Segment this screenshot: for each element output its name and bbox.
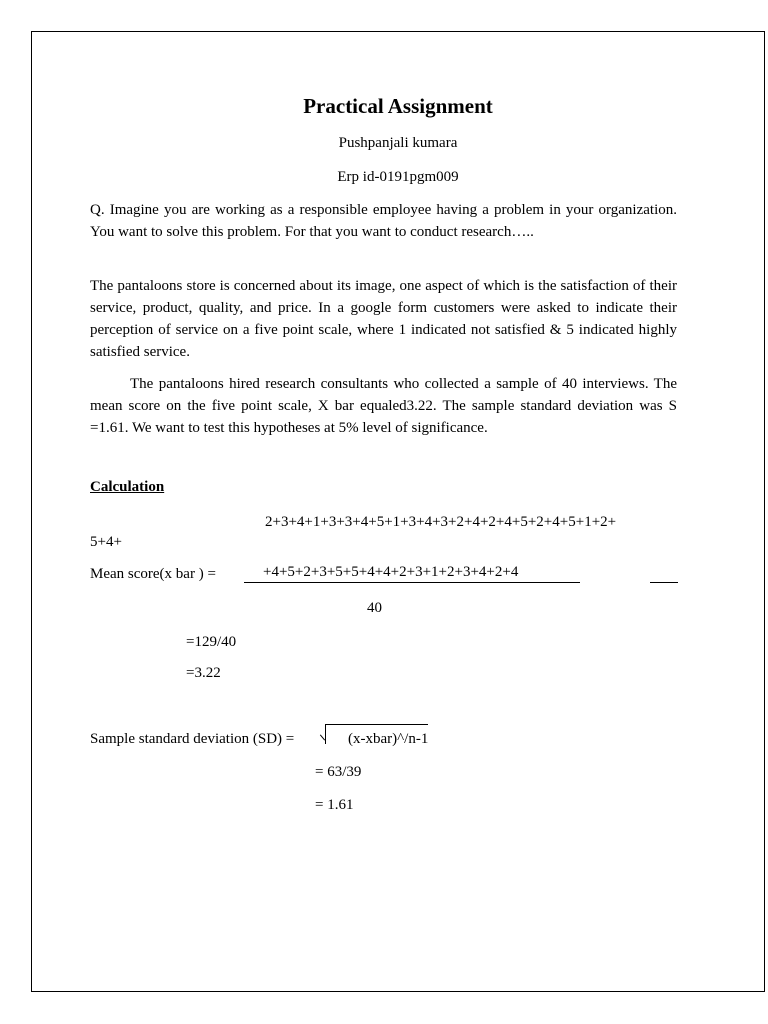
calculation-heading: Calculation (90, 479, 165, 495)
sd-label: Sample standard deviation (SD) = (90, 731, 295, 747)
denominator: 40 (367, 600, 382, 616)
mean-step-2: =3.22 (186, 665, 221, 681)
numerator-line-3: +4+5+2+3+5+5+4+4+2+3+1+2+3+4+2+4 (263, 564, 519, 580)
numerator-line-2: 5+4+ (90, 534, 122, 550)
author-name: Pushpanjali kumara (338, 135, 458, 151)
fraction-bar-gap (580, 582, 650, 583)
mean-step-1: =129/40 (186, 634, 237, 650)
sd-formula: (x-xbar)^/n-1 (348, 731, 429, 747)
sqrt-tick (325, 724, 326, 744)
sqrt-bar (325, 724, 428, 725)
sd-step-2: = 1.61 (315, 797, 354, 813)
context-paragraph: The pantaloons store is concerned about its image, one aspect of which is the satisfaction of their service, product, quality, and price. In a google form customers were asked to indicate their perception of service on a five point scale, where 1 indicated not satisfied & 5 indicated highly satisfied service. (90, 278, 677, 360)
document-title: Practical Assignment (303, 94, 493, 118)
question-paragraph: Q. Imagine you are working as a responsible employee having a problem in your organization. You want to solve this problem. For that you want to conduct research….. (90, 202, 677, 240)
sd-step-1: = 63/39 (315, 764, 362, 780)
erp-id: Erp id-0191pgm009 (337, 169, 459, 185)
mean-label: Mean score(x bar ) = (90, 566, 216, 582)
numerator-line-1: 2+3+4+1+3+3+4+5+1+3+4+3+2+4+2+4+5+2+4+5+1+2+ (265, 514, 617, 530)
sample-paragraph: The pantaloons hired research consultants who collected a sample of 40 interviews. The mean score on the five point scale, X bar equaled3.22. The sample standard deviation was S =1.61. We want to test this hypotheses at 5% level of significance. (90, 376, 677, 436)
